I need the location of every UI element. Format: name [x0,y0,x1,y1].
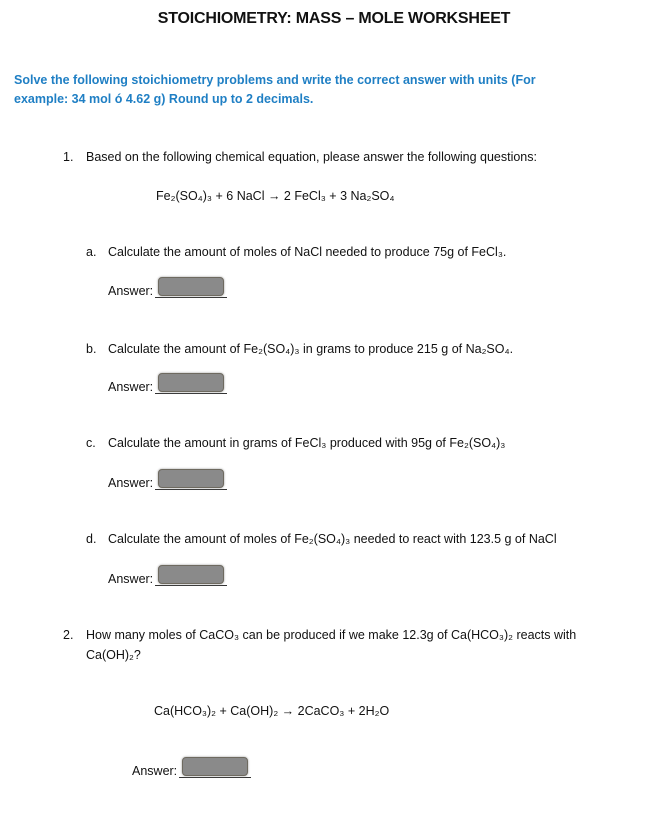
answer-label: Answer: [108,284,154,298]
instructions-line-2: example: 34 mol ó 4.62 g) Round up to 2 decimals. [14,92,314,106]
sub-c-letter: c. [86,436,96,450]
question-2-number: 2. [63,628,74,642]
answer-c-input[interactable] [155,469,227,490]
page-title: STOICHIOMETRY: MASS – MOLE WORKSHEET [157,10,511,27]
answer-b [108,373,227,394]
answer-box[interactable] [158,469,224,488]
answer-d-input[interactable] [155,565,227,586]
instructions-line-1: Solve the following stoichiometry problems and write the correct answer with units (For [14,73,536,87]
answer-label: Answer: [132,764,178,778]
question-2-text-line-2: Ca(OH)₂? [86,648,141,662]
answer-label: Answer: [108,380,154,394]
question-1-text: Based on the following chemical equation, please answer the following questions: [86,150,537,164]
sub-b-letter: b. [86,342,97,356]
answer-2 [132,757,251,778]
question-2-text-line-1: How many moles of CaCO₃ can be produced if we make 12.3g of Ca(HCO₃)₂ reacts with [86,628,577,642]
answer-a-input[interactable] [155,277,227,298]
question-1-number: 1. [63,150,74,164]
sub-a-text: Calculate the amount of moles of NaCl needed to produce 75g of FeCl₃. [108,245,507,259]
answer-c [108,469,227,490]
sub-b-text: Calculate the amount of Fe₂(SO₄)₃ in grams to produce 215 g of Na₂SO₄. [108,342,514,356]
answer-box[interactable] [158,277,224,296]
answer-2-input[interactable] [179,757,251,778]
answer-box[interactable] [158,373,224,392]
answer-box[interactable] [158,565,224,584]
answer-a [108,277,227,298]
answer-label: Answer: [108,572,154,586]
equation-1: Fe₂(SO₄)₃ + 6 NaCl → 2 FeCl₃ + 3 Na₂SO₄ [156,189,395,203]
answer-d [108,565,227,586]
answer-box[interactable] [182,757,248,776]
sub-c-text: Calculate the amount in grams of FeCl₃ produced with 95g of Fe₂(SO₄)₃ [108,436,506,450]
sub-d-text: Calculate the amount of moles of Fe₂(SO₄)₃ needed to react with 123.5 g of NaCl [108,532,557,546]
equation-2: Ca(HCO₃)₂ + Ca(OH)₂ → 2CaCO₃ + 2H₂O [154,704,390,718]
sub-a-letter: a. [86,245,97,259]
sub-d-letter: d. [86,532,97,546]
answer-label: Answer: [108,476,154,490]
answer-b-input[interactable] [155,373,227,394]
